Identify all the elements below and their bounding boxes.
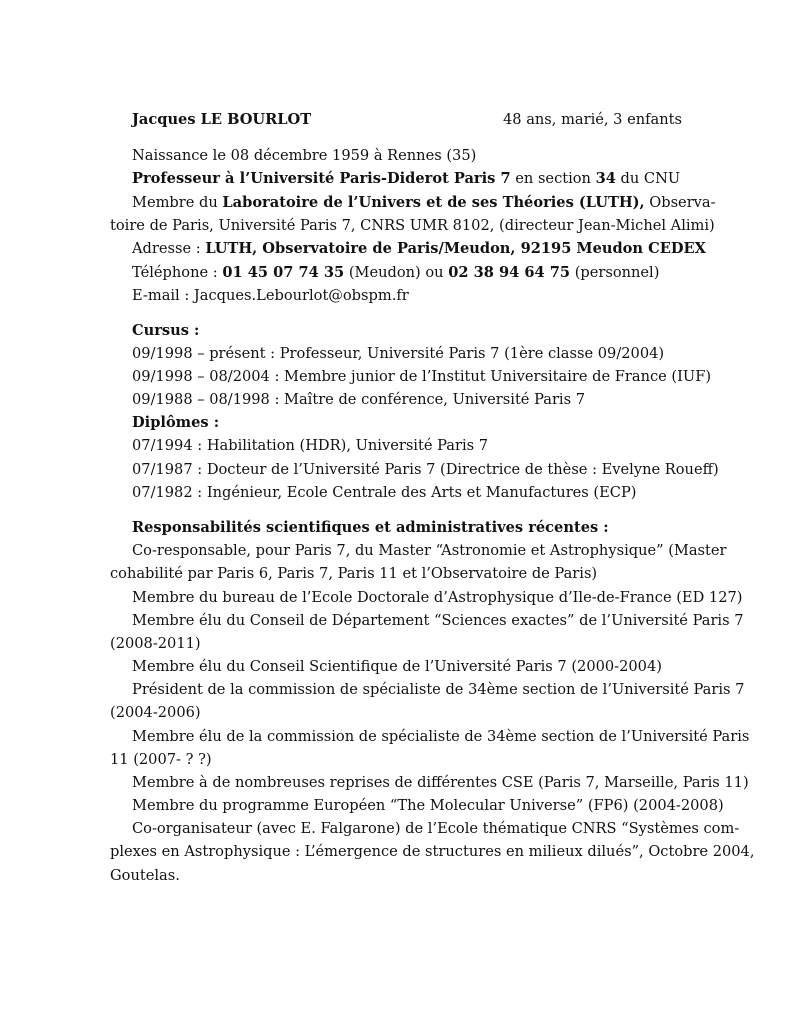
person-name: Jacques LE BOURLOT bbox=[132, 111, 312, 128]
diplomes-heading: Diplômes : bbox=[132, 414, 220, 431]
resp-line: Membre élu du Conseil de Département “Sciences exactes” de l’Université Paris 7 bbox=[132, 612, 744, 629]
resp-line: Membre élu de la commission de spécialiste de 34ème section de l’Université Paris bbox=[132, 728, 750, 745]
resp-line: Goutelas. bbox=[110, 867, 180, 884]
personal-status: 48 ans, marié, 3 enfants bbox=[503, 111, 682, 128]
diplome-item: 07/1994 : Habilitation (HDR), Université Paris 7 bbox=[132, 437, 489, 454]
phone-line bbox=[132, 264, 682, 282]
phone-mid: (Meudon) ou bbox=[344, 264, 449, 281]
lab-name: Laboratoire de l’Univers et de ses Théories (LUTH), bbox=[222, 194, 645, 211]
resp-line: Co-organisateur (avec E. Falgarone) de l’Ecole thématique CNRS “Systèmes com- bbox=[132, 820, 740, 837]
address-line bbox=[132, 240, 706, 258]
phone-label: Téléphone : bbox=[132, 264, 223, 281]
lab-pre: Membre du bbox=[132, 194, 223, 211]
position-mid: en section bbox=[510, 170, 596, 187]
resp-line: Membre du programme Européen “The Molecular Universe” (FP6) (2004-2008) bbox=[132, 797, 724, 814]
address-value: LUTH, Observatoire de Paris/Meudon, 92195 Meudon CEDEX bbox=[205, 240, 706, 257]
email-line: E-mail : Jacques.Lebourlot@obspm.fr bbox=[132, 287, 409, 304]
diplome-item: 07/1982 : Ingénieur, Ecole Centrale des Arts et Manufactures (ECP) bbox=[132, 484, 637, 501]
resp-line: cohabilité par Paris 6, Paris 7, Paris 11 et l’Observatoire de Paris) bbox=[110, 565, 598, 582]
diplome-item: 07/1987 : Docteur de l’Université Paris 7 (Directrice de thèse : Evelyne Roueff) bbox=[132, 461, 719, 478]
resp-line: Co-responsable, pour Paris 7, du Master “Astronomie et Astrophysique” (Master bbox=[132, 542, 727, 559]
lab-tail: Observa- bbox=[644, 194, 716, 211]
phone-tail: (personnel) bbox=[570, 264, 660, 281]
resp-line: Membre à de nombreuses reprises de différentes CSE (Paris 7, Marseille, Paris 11) bbox=[132, 774, 749, 791]
lab-line-2: toire de Paris, Université Paris 7, CNRS UMR 8102, (directeur Jean-Michel Alimi) bbox=[110, 217, 715, 234]
resp-line: Membre du bureau de l’Ecole Doctorale d’Astrophysique d’Ile-de-France (ED 127) bbox=[132, 589, 743, 606]
resp-line: Membre élu du Conseil Scientifique de l’Université Paris 7 (2000-2004) bbox=[132, 658, 662, 675]
lab-line-1 bbox=[132, 194, 716, 212]
phone-personal: 02 38 94 64 75 bbox=[448, 264, 571, 281]
header-line bbox=[132, 111, 682, 129]
position-title: Professeur à l’Université Paris-Diderot Paris 7 bbox=[132, 170, 511, 187]
cursus-item: 09/1998 – présent : Professeur, Université Paris 7 (1ère classe 09/2004) bbox=[132, 345, 665, 362]
position-tail: du CNU bbox=[615, 170, 681, 187]
phone-meudon: 01 45 07 74 35 bbox=[222, 264, 345, 281]
resp-line: Président de la commission de spécialiste de 34ème section de l’Université Paris 7 bbox=[132, 681, 745, 698]
resp-line: plexes en Astrophysique : L’émergence de structures en milieux dilués”, Octobre 2004, bbox=[110, 843, 755, 860]
birth-line: Naissance le 08 décembre 1959 à Rennes (35) bbox=[132, 147, 477, 164]
cursus-item: 09/1998 – 08/2004 : Membre junior de l’Institut Universitaire de France (IUF) bbox=[132, 368, 712, 385]
position-section: 34 bbox=[595, 170, 616, 187]
resp-line: (2008-2011) bbox=[110, 635, 201, 652]
cursus-item: 09/1988 – 08/1998 : Maître de conférence, Université Paris 7 bbox=[132, 391, 586, 408]
resp-line: 11 (2007- ? ?) bbox=[110, 751, 212, 768]
address-label: Adresse : bbox=[132, 240, 206, 257]
cursus-heading: Cursus : bbox=[132, 322, 200, 339]
responsabilites-heading: Responsabilités scientifiques et administratives récentes : bbox=[132, 519, 609, 536]
resp-line: (2004-2006) bbox=[110, 704, 201, 721]
position-line bbox=[132, 170, 682, 188]
